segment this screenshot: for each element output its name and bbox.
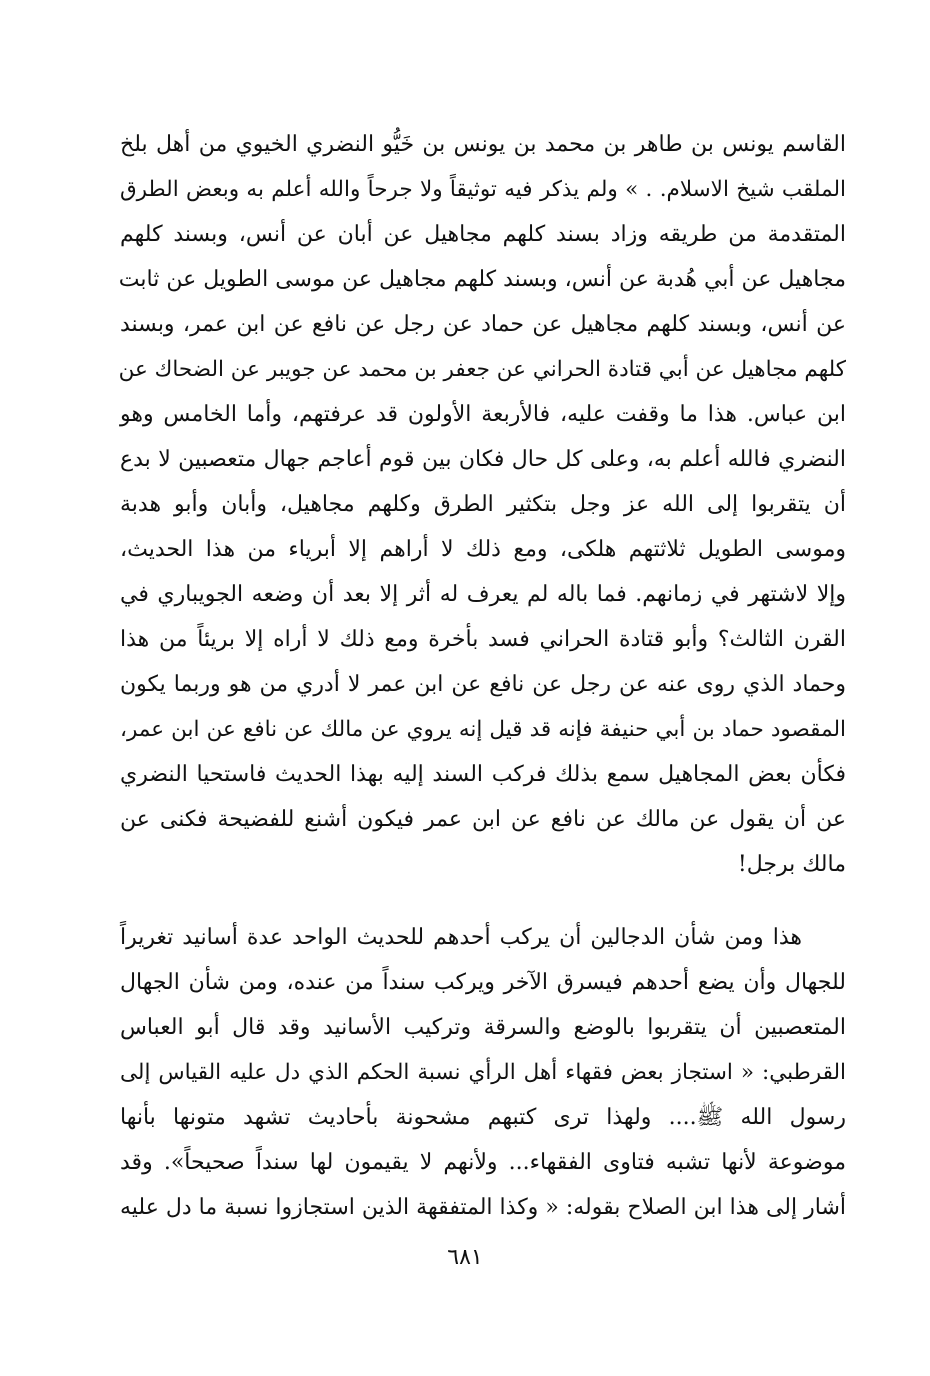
text-line: هذا ومن شأن الدجالين أن يركب أحدهم للحديث الواحد عدة أسانيد تغريراً [120,925,802,950]
text-line: الملقب شيخ الاسلام. . » ولم يذكر فيه توثيقاً ولا جرحاً والله أعلم به وبعض الطرق [120,177,846,202]
paragraph-2 [120,915,846,1230]
text-line: القاسم يونس بن طاهر بن محمد بن يونس بن خَيُّو النضري الخيوي من أهل بلخ [120,132,846,157]
text-line: فكأن بعض المجاهيل سمع بذلك فركب السند إليه بهذا الحديث فاستحيا النضري [120,762,846,787]
text-line: للجهال وأن يضع أحدهم فيسرق الآخر ويركب سنداً من عنده، ومن شأن الجهال [120,970,846,995]
text-line: رسول الله ﷺ.... ولهذا ترى كتبهم مشحونة بأحاديث تشهد متونها بأنها [120,1105,846,1130]
text-line: وموسى الطويل ثلاثتهم هلكى، ومع ذلك لا أراهم إلا أبرياء من هذا الحديث، [120,537,846,562]
text-line: المتعصبين أن يتقربوا بالوضع والسرقة وتركيب الأسانيد وقد قال أبو العباس [120,1015,847,1040]
text-line: موضوعة لأنها تشبه فتاوى الفقهاء... ولأنهم لا يقيمون لها سنداً صحيحاً». وقد [120,1150,846,1175]
text-line: أشار إلى هذا ابن الصلاح بقوله: « وكذا المتفقهة الذين استجازوا نسبة ما دل عليه [120,1195,846,1220]
text-line: مجاهيل عن أبي هُدبة عن أنس، وبسند كلهم مجاهيل عن موسى الطويل عن ثابت [118,267,846,292]
text-line: ابن عباس. هذا ما وقفت عليه، فالأربعة الأولون قد عرفتهم، وأما الخامس وهو [120,402,846,427]
text-line: كلهم مجاهيل عن أبي قتادة الحراني عن جعفر بن محمد عن جويبر عن الضحاك عن [118,357,846,382]
text-line: القرطبي: « استجاز بعض فقهاء أهل الرأي نسبة الحكم الذي دل عليه القياس إلى [120,1060,846,1085]
text-line: المقصود حماد بن أبي حنيفة فإنه قد قيل إنه يروي عن مالك عن نافع عن ابن عمر، [120,717,846,742]
text-line: المتقدمة من طريقه وزاد بسند كلهم مجاهيل عن أبان عن أنس، وبسند كلهم [120,222,846,247]
page-number: ٦٨١ [447,1245,483,1270]
paragraph-1 [120,122,846,887]
text-line: عن أنس، وبسند كلهم مجاهيل عن حماد عن رجل عن نافع عن ابن عمر، وبسند [120,312,846,337]
text-line: أن يتقربوا إلى الله عز وجل بتكثير الطرق وكلهم مجاهيل، وأبان وأبو هدبة [120,492,846,517]
text-line: النضري فالله أعلم به، وعلى كل حال فكان بين قوم أعاجم جهال متعصبين لا بدع [120,447,846,472]
text-line: القرن الثالث؟ وأبو قتادة الحراني فسد بأخرة ومع ذلك لا أراه إلا بريئاً من هذا [120,627,846,652]
text-line: عن أن يقول عن مالك عن نافع عن ابن عمر فيكون أشنع للفضيحة فكنى عن [120,807,846,832]
text-line: مالك برجل! [737,852,846,877]
text-line: وحماد الذي روى عنه عن رجل عن نافع عن ابن عمر لا أدري من هو وربما يكون [120,672,846,697]
text-line: وإلا لاشتهر في زمانهم. فما باله لم يعرف له أثر إلا بعد أن وضعه الجويباري في [120,582,846,607]
